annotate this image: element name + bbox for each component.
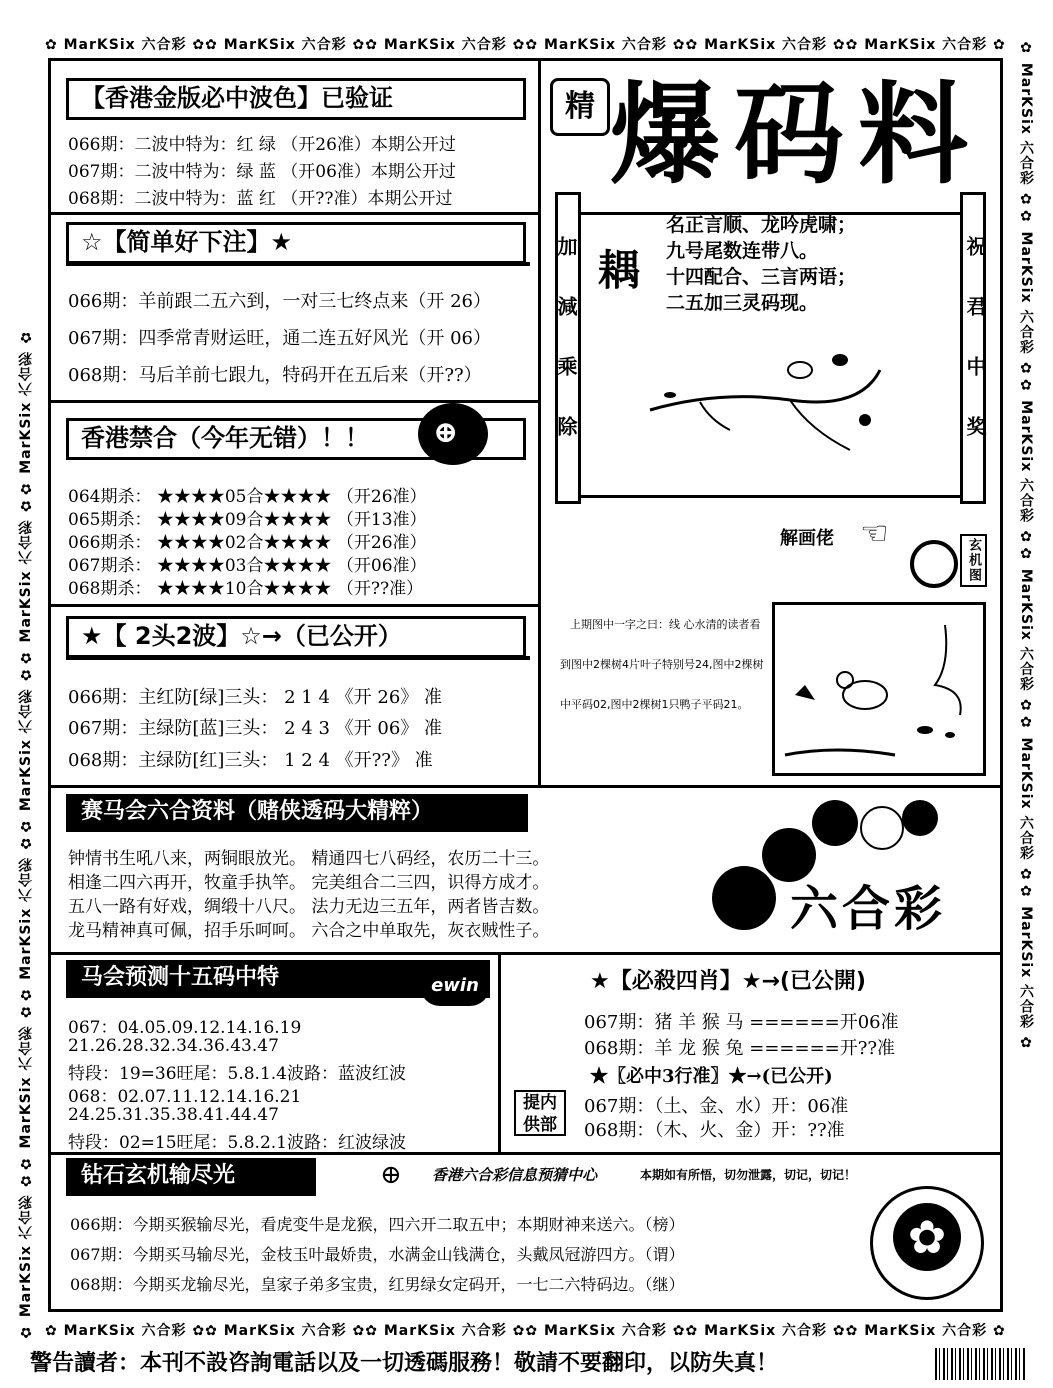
box1-line: 068期：二波中特为：蓝 红 （开??准）本期公开过 xyxy=(68,189,453,209)
box8-line: 067期：今期买马输尽光，金枝玉叶最娇贵，水满金山钱满仓，头戴凤冠游四方。（谓） xyxy=(70,1245,685,1264)
scroll-branch-illustration xyxy=(640,340,890,480)
box5-line: 龙马精神真可佩，招手乐呵呵。 六合之中单取先，灰衣贼性子。 xyxy=(68,921,550,941)
border-pattern: ✿ MarKSix 六合彩 ✿✿ MarKSix 六合彩 ✿✿ MarKSix 六合彩 ✿✿ MarKSix 六合彩 ✿✿ MarKSix 六合彩 ✿✿ MarKSix 六合彩 ✿ xyxy=(45,37,1006,53)
box4-header: ★【 2头2波】☆→（已公开） xyxy=(66,616,526,658)
puzzle-image xyxy=(772,602,986,776)
box4-line: 068期：主绿防[红]三头： 1 2 4 《开??》 准 xyxy=(68,750,433,771)
scroll-right-text: 祝君中奖 xyxy=(963,236,987,476)
border-pattern: ✿ MarKSix 六合彩 ✿✿ MarKSix 六合彩 ✿✿ MarKSix 六合彩 ✿✿ MarKSix 六合彩 ✿✿ MarKSix 六合彩 ✿✿ MarKSix 六合彩 ✿ xyxy=(18,328,34,1340)
box7-line: 068期：羊 龙 猴 兔 ======开??准 xyxy=(584,1038,896,1059)
box6-line: 特段：19=36旺尾：5.8.1.4波路：蓝波红波 xyxy=(68,1064,406,1084)
barcode xyxy=(935,1348,1025,1380)
hand-drawing-icon xyxy=(910,540,958,588)
box2-line: 068期：马后羊前七跟九，特码开在五后来（开??） xyxy=(68,365,482,386)
box3-line: 067期杀： ★★★★03合★★★★ （开06准） xyxy=(68,556,427,576)
box4-line: 066期：主红防[绿]三头： 2 1 4 《开 26》 准 xyxy=(68,687,442,708)
box1-header: 【香港金版必中波色】已验证 xyxy=(66,78,526,120)
box5-header: 赛马会六合资料（赌侠透码大精粹） xyxy=(66,794,528,832)
box6-line: 24.25.31.35.38.41.44.47 xyxy=(68,1105,279,1125)
left-border-strip xyxy=(16,40,40,1340)
box1-line: 066期：二波中特为：红 绿 （开26准）本期公开过 xyxy=(68,135,456,155)
puzzle-line: 上期图中一字之曰：线 心水清的读者看 xyxy=(570,618,761,631)
scroll-char: 耦 xyxy=(598,246,641,295)
poem-line: 九号尾数连带八。 xyxy=(666,240,819,262)
box8-line: 068期：今期买龙输尽光，皇家子弟多宝贵，红男绿女定码开，一七二六特码边。（继） xyxy=(70,1275,685,1294)
logo-dot-tiny xyxy=(902,800,938,836)
compass-icon: ⊕ xyxy=(380,1160,402,1190)
center-name: 香港六合彩信息预猜中心 xyxy=(432,1166,598,1184)
poem-line: 二五加三灵码现。 xyxy=(666,292,819,314)
footer-warning: 警告讀者：本刊不設咨詢電話以及一切透碼服務！敬請不要翻印，以防失真！ xyxy=(30,1351,779,1376)
notice-text: 本期如有所悟，切勿泄露，切记，切记！ xyxy=(640,1168,857,1182)
row-divider-1 xyxy=(50,785,1001,788)
box6-line: 067：04.05.09.12.14.16.19 xyxy=(68,1018,302,1038)
bauhinia-seal xyxy=(870,1186,984,1300)
box3-header: 香港禁合（今年无错）！！ xyxy=(66,418,526,460)
box7-sub-line: 068期：（木、火、金）开：??准 xyxy=(584,1120,845,1141)
ewin-logo: ewin xyxy=(420,966,490,1006)
box4-line: 067期：主绿防[蓝]三头： 2 4 3 《开 06》 准 xyxy=(68,718,442,739)
box3-line: 066期杀： ★★★★02合★★★★ （开26准） xyxy=(68,533,427,553)
column-divider-lower xyxy=(498,952,501,1152)
box5-line: 五八一路有好戏，绸缎十八尺。 法力无边三五年，两者皆吉数。 xyxy=(68,897,550,917)
poem-line: 十四配合、三言两语； xyxy=(666,266,857,288)
box7-sub-line: 067期：（土、金、水）开：06准 xyxy=(584,1096,849,1117)
poem-line: 名正言顺、龙吟虎啸； xyxy=(666,214,857,236)
box7-sub-header: ★〖必中3行准〗★→(已公开) xyxy=(590,1066,833,1087)
column-divider xyxy=(538,60,541,785)
box2-line: 067期：四季常青财运旺，通二连五好风光（开 06） xyxy=(68,328,491,349)
box3-line: 064期杀： ★★★★05合★★★★ （开26准） xyxy=(68,487,427,507)
jiehua-label: 解画佬 xyxy=(780,528,834,549)
emblem-symbol: ⊕ xyxy=(433,415,459,450)
duck-illustration xyxy=(775,605,983,773)
box5-line: 钟情书生吼八来，两铜眼放光。 精通四七八码经，农历二十三。 xyxy=(68,849,550,869)
title-stamp: 精 xyxy=(550,78,610,136)
top-border-strip xyxy=(45,34,1010,56)
puzzle-line: 到图中2棵树4片叶子特别号24,图中2棵树 xyxy=(560,658,764,671)
box1-divider xyxy=(50,212,538,215)
border-pattern: ✿ MarKSix 六合彩 ✿✿ MarKSix 六合彩 ✿✿ MarKSix 六合彩 ✿✿ MarKSix 六合彩 ✿✿ MarKSix 六合彩 ✿✿ MarKSix 六合彩 ✿ xyxy=(1018,40,1034,1052)
bauhinia-icon: ✿ xyxy=(893,1203,961,1271)
internal-supply-stamp: 提内供部 xyxy=(514,1090,566,1136)
box3-line: 068期杀： ★★★★10合★★★★ （开??准） xyxy=(68,579,424,599)
bottom-border-strip xyxy=(45,1320,1010,1342)
box5-line: 相逢二四六再开，牧童手执竿。 完美组合二三四，识得方成才。 xyxy=(68,873,550,893)
box2-divider xyxy=(50,400,538,403)
pointing-hand-icon: ☜ xyxy=(860,514,889,552)
puzzle-line: 中平码02,图中2棵树1只鸭子平码21。 xyxy=(560,698,749,711)
liuhecai-logo-text: 六合彩 xyxy=(790,881,947,937)
box4-header-shadow xyxy=(66,656,530,660)
scroll-left-text: 加減乘除 xyxy=(554,236,578,476)
box6-line: 21.26.28.32.34.36.43.47 xyxy=(68,1036,279,1056)
border-pattern: ✿ MarKSix 六合彩 ✿✿ MarKSix 六合彩 ✿✿ MarKSix 六合彩 ✿✿ MarKSix 六合彩 ✿✿ MarKSix 六合彩 ✿✿ MarKSix 六合彩 ✿ xyxy=(45,1323,1006,1339)
logo-dot-small xyxy=(812,800,858,846)
box1-line: 067期：二波中特为：绿 蓝 （开06准）本期公开过 xyxy=(68,162,456,182)
right-border-strip xyxy=(1012,40,1036,1340)
logo-dot-outline xyxy=(860,806,904,850)
box2-header-shadow xyxy=(66,262,530,266)
box3-divider xyxy=(50,604,538,607)
box6-header: 马会预测十五码中特 xyxy=(66,960,490,998)
box2-line: 066期：羊前跟二五六到，一对三七终点来（开 26） xyxy=(68,291,491,312)
box7-line: 067期：猪 羊 猴 马 ======开06准 xyxy=(584,1012,899,1033)
box8-line: 066期：今期买猴输尽光，看虎变牛是龙猴，四六开二取五中；本期财神来送六。（榜） xyxy=(70,1215,685,1234)
logo-dot-large xyxy=(712,866,776,930)
box3-line: 065期杀： ★★★★09合★★★★ （开13准） xyxy=(68,510,427,530)
row-divider-2 xyxy=(50,952,1001,955)
page-title: 爆码料 xyxy=(610,71,982,199)
box8-header: 钻石玄机输尽光 xyxy=(66,1158,316,1196)
box2-header: ☆【简单好下注】★ xyxy=(66,222,526,264)
xuanji-label: 玄机图 xyxy=(960,534,987,587)
box6-line: 068：02.07.11.12.14.16.21 xyxy=(68,1087,302,1107)
box7-header: ★【必殺四肖】★→(已公開) xyxy=(590,969,866,994)
box6-line: 特段：02=15旺尾：5.8.2.1波路：红波绿波 xyxy=(68,1133,406,1153)
